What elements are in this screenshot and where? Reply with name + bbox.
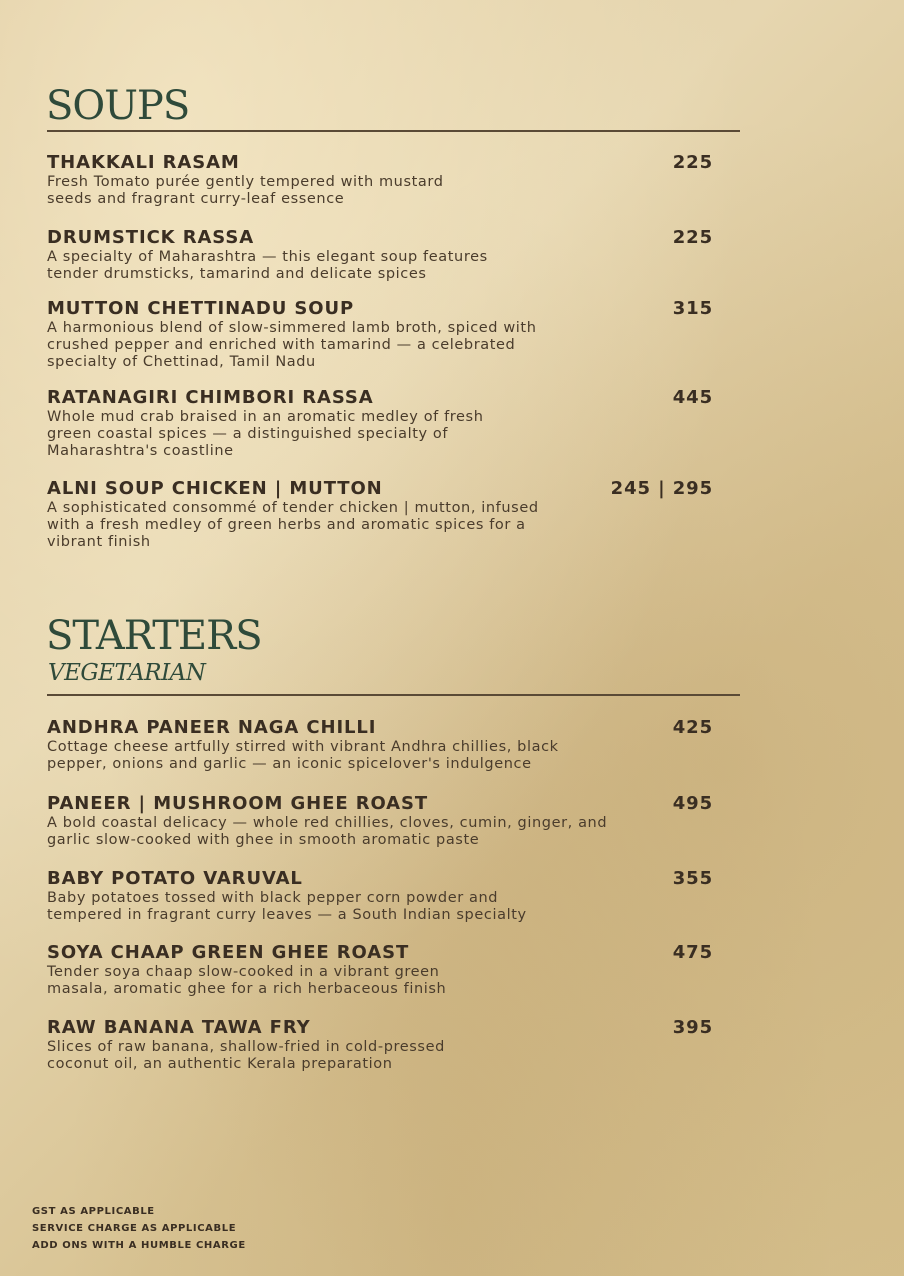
starters-divider bbox=[47, 694, 740, 696]
item-description: Tender soya chaap slow-cooked in a vibrant green masala, aromatic ghee for a rich herbaceous finish bbox=[47, 964, 447, 997]
item-description: A harmonious blend of slow-simmered lamb broth, spiced with crushed pepper and enriched with tamarind — a celebrated specialty of Chettinad, Tamil Nadu bbox=[47, 320, 537, 370]
item-name: RATANAGIRI CHIMBORI RASSA bbox=[47, 387, 374, 408]
soups-heading: SOUPS bbox=[46, 83, 190, 129]
item-price: 225 bbox=[672, 227, 713, 248]
soups-divider bbox=[47, 130, 740, 132]
vegetarian-subheading: VEGETARIAN bbox=[48, 660, 206, 686]
item-price: 475 bbox=[672, 942, 713, 963]
item-price: 395 bbox=[672, 1017, 713, 1038]
item-name: MUTTON CHETTINADU SOUP bbox=[47, 298, 355, 319]
item-name: BABY POTATO VARUVAL bbox=[47, 868, 303, 889]
footer-line: GST AS APPLICABLE bbox=[32, 1206, 155, 1217]
item-description: A specialty of Maharashtra — this elegant soup features tender drumsticks, tamarind and delicate spices bbox=[47, 249, 488, 282]
footer-line: ADD ONS WITH A HUMBLE CHARGE bbox=[32, 1240, 246, 1251]
item-description: A bold coastal delicacy — whole red chillies, cloves, cumin, ginger, and garlic slow-cooked with ghee in smooth aromatic paste bbox=[47, 815, 608, 848]
item-price: 315 bbox=[672, 298, 713, 319]
item-name: THAKKALI RASAM bbox=[47, 152, 240, 173]
item-name: ANDHRA PANEER NAGA CHILLI bbox=[47, 717, 377, 738]
starters-heading: STARTERS bbox=[46, 613, 262, 659]
item-name: DRUMSTICK RASSA bbox=[47, 227, 255, 248]
item-description: Fresh Tomato purée gently tempered with mustard seeds and fragrant curry-leaf essence bbox=[47, 174, 444, 207]
item-price: 355 bbox=[672, 868, 713, 889]
footer-notes bbox=[32, 1203, 246, 1254]
footer-line: SERVICE CHARGE AS APPLICABLE bbox=[32, 1223, 237, 1234]
item-description: A sophisticated consommé of tender chicken | mutton, infused with a fresh medley of green herbs and aromatic spices for a vibrant finish bbox=[47, 500, 539, 550]
item-name: RAW BANANA TAWA FRY bbox=[47, 1017, 311, 1038]
item-price: 495 bbox=[672, 793, 713, 814]
item-price: 425 bbox=[672, 717, 713, 738]
item-name: ALNI SOUP CHICKEN | MUTTON bbox=[47, 478, 383, 499]
item-price: 245 | 295 bbox=[610, 478, 713, 499]
item-description: Cottage cheese artfully stirred with vibrant Andhra chillies, black pepper, onions and garlic — an iconic spicelover's indulgence bbox=[47, 739, 559, 772]
item-price: 445 bbox=[672, 387, 713, 408]
item-price: 225 bbox=[672, 152, 713, 173]
item-description: Baby potatoes tossed with black pepper corn powder and tempered in fragrant curry leaves — a South Indian specialty bbox=[47, 890, 527, 923]
item-description: Slices of raw banana, shallow-fried in cold-pressed coconut oil, an authentic Kerala preparation bbox=[47, 1039, 445, 1072]
item-description: Whole mud crab braised in an aromatic medley of fresh green coastal spices — a distinguished specialty of Maharashtra's coastline bbox=[47, 409, 484, 459]
item-name: PANEER | MUSHROOM GHEE ROAST bbox=[47, 793, 429, 814]
item-name: SOYA CHAAP GREEN GHEE ROAST bbox=[47, 942, 410, 963]
